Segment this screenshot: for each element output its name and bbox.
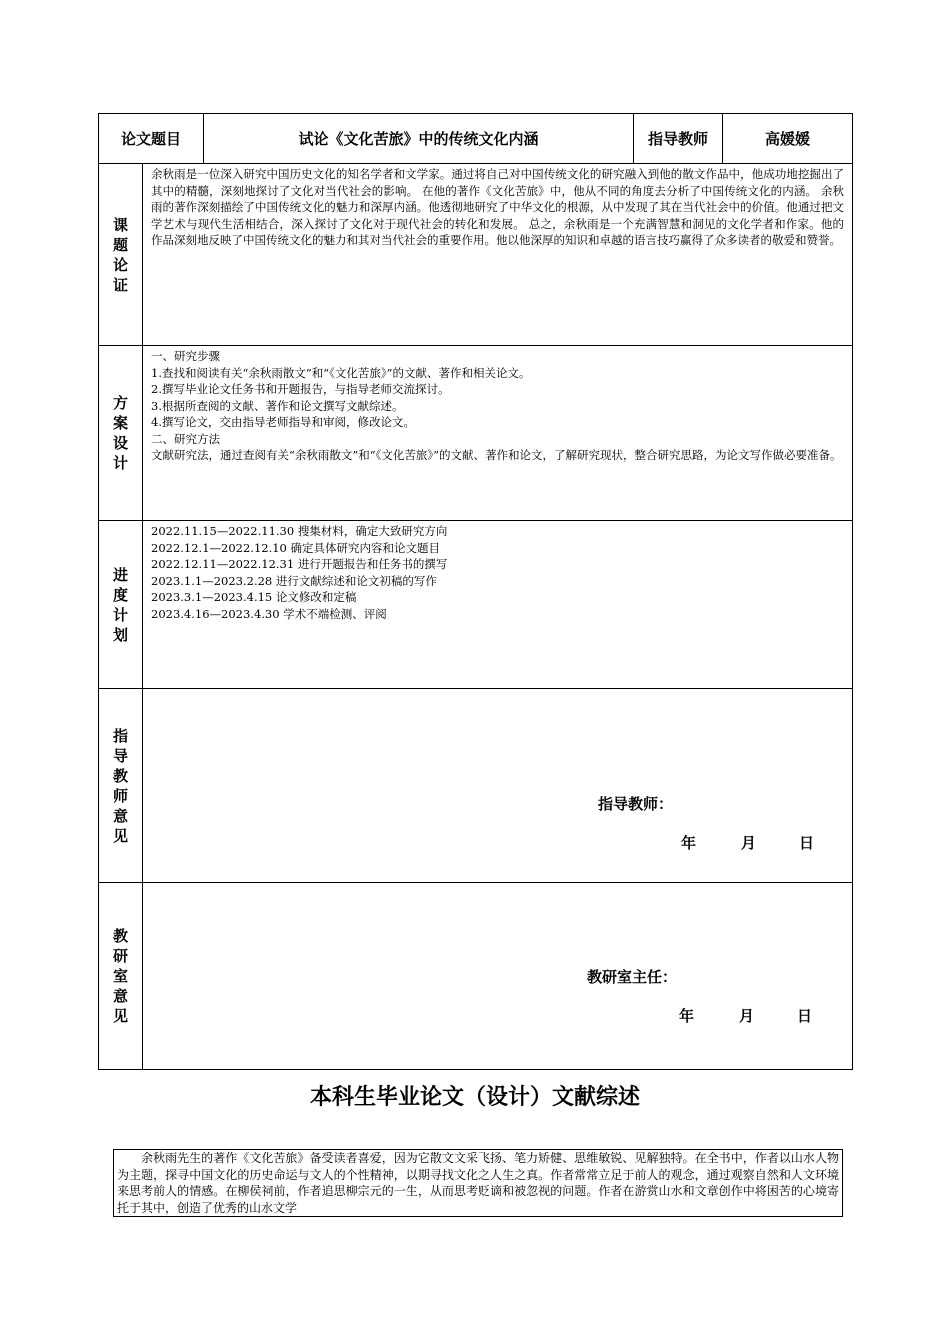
plan-line: 文献研究法，通过查阅有关“余秋雨散文”和“《文化苦旅》”的文献、著作和论文，了解研究现状，整合研究思路，为论文写作做必要准备。 <box>151 448 842 462</box>
advisor-opinion-label: 指 导 教 师 意 见 <box>99 689 143 883</box>
argument-label: 课 题 论 证 <box>99 164 143 346</box>
advisor-signature-label: 指导教师： <box>598 795 674 813</box>
plan-line: 3.根据所查阅的文献、著作和论文撰写文献综述。 <box>151 398 404 413</box>
header-row <box>99 114 853 164</box>
advisor-label: 指导教师 <box>634 114 723 164</box>
office-opinion-row <box>99 883 853 1070</box>
argument-text: 余秋雨是一位深入研究中国历史文化的知名学者和文学家。通过将自己对中国传统文化的研究融入到他的散文作品中，他成功地挖掘出了其中的精髓，深刻地探讨了文化对当代社会的影响。 在他的著作《文化苦旅》中，他从不同的角度去分析了中国传统文化的内涵。 余秋雨的著作深刻描绘了中国传统文化的魅力和深厚内涵。他透彻地研究了中华文化的根源，从中发现了其在当代社会中的价值。他通过把文学艺术与现代生活相结合，深入探讨了文化对于现代社会的转化和发展。 总之，余秋雨是一个充满智慧和洞见的文化学者和作家。他的作品深刻地反映了中国传统文化的魅力和其对当代社会的重要作用。他以他深厚的知识和卓越的语言技巧赢得了众多读者的敬爱和赞誉。 <box>143 164 853 346</box>
schedule-line: 2022.11.15—2022.11.30 搜集材料，确定大致研究方向 <box>151 524 448 538</box>
plan-label: 方 案 设 计 <box>99 346 143 521</box>
advisor-opinion-row <box>99 689 853 883</box>
plan-text <box>143 346 853 521</box>
advisor-date: 年 月 日 <box>681 834 815 852</box>
office-date: 年 月 日 <box>679 1007 813 1025</box>
plan-row <box>99 346 853 521</box>
advisor-value: 高媛媛 <box>723 114 853 164</box>
proposal-form <box>98 113 853 1070</box>
office-signature-label: 教研室主任： <box>587 968 678 986</box>
title-label: 论文题目 <box>99 114 204 164</box>
schedule-label: 进 度 计 划 <box>99 521 143 689</box>
plan-line: 1.查找和阅读有关“余秋雨散文”和“《文化苦旅》”的文献、著作和相关论文。 <box>151 365 531 380</box>
office-opinion-area <box>143 883 853 1070</box>
schedule-line: 2022.12.1—2022.12.10 确定具体研究内容和论文题目 <box>151 540 441 555</box>
argument-row <box>99 164 853 346</box>
schedule-line: 2023.1.1—2023.2.28 进行文献综述和论文初稿的写作 <box>151 573 437 588</box>
schedule-line: 2023.3.1—2023.4.15 论文修改和定稿 <box>151 590 357 604</box>
schedule-line: 2023.4.16—2023.4.30 学术不端检测、评阅 <box>151 606 387 621</box>
schedule-line: 2022.12.11—2022.12.31 进行开题报告和任务书的撰写 <box>151 557 448 571</box>
advisor-opinion-area <box>143 689 853 883</box>
plan-line: 一、研究步骤 <box>151 349 220 363</box>
review-text-box: 余秋雨先生的著作《文化苦旅》备受读者喜爱，因为它散文文采飞扬、笔力矫健、思维敏锐、见解独特。在全书中，作者以山水人物为主题，探寻中国文化的历史命运与文人的个性精神，以期寻找文化之人生之真。作者常常立足于前人的观念，通过观察自然和人文环境来思考前人的情感。在柳侯祠前，作者追思柳宗元的一生，从而思考贬谪和被忽视的问题。作者在游赏山水和文章创作中将困苦的心境寄托于其中，创造了优秀的山水文学 <box>113 1149 843 1217</box>
schedule-row <box>99 521 853 689</box>
office-opinion-label: 教 研 室 意 见 <box>99 883 143 1070</box>
schedule-text <box>143 521 853 689</box>
plan-line: 4.撰写论文，交由指导老师指导和审阅，修改论文。 <box>151 415 415 429</box>
plan-line: 二、研究方法 <box>151 431 220 446</box>
review-title: 本科生毕业论文（设计）文献综述 <box>309 1085 640 1110</box>
plan-line: 2.撰写毕业论文任务书和开题报告，与指导老师交流探讨。 <box>151 382 450 396</box>
title-value: 试论《文化苦旅》中的传统文化内涵 <box>204 114 634 164</box>
